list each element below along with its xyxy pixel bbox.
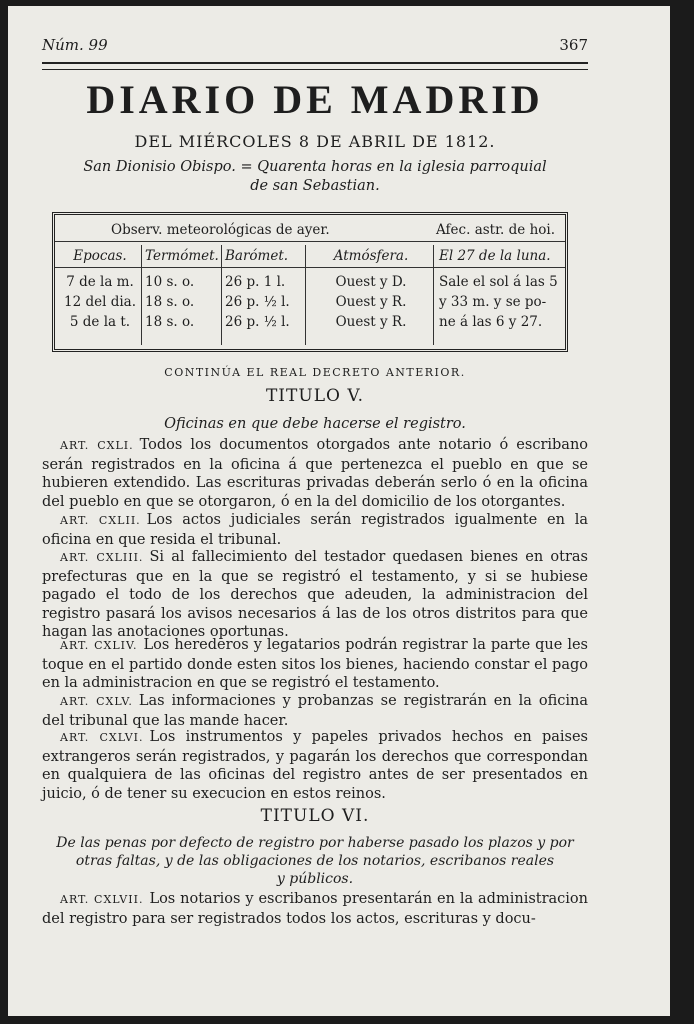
article-label: ART. CXLVI. (60, 731, 144, 744)
article-paragraph (42, 692, 588, 730)
article-label: ART. CXLV. (60, 695, 133, 708)
atmosfera-cell: Ouest y R. (335, 294, 407, 310)
article-label: ART. CXLIII. (60, 551, 144, 564)
epoca-cell: 5 de la t. (69, 314, 131, 330)
termometro-cell: 18 s. o. (145, 314, 195, 330)
weather-table (52, 212, 568, 352)
column-divider (221, 245, 222, 345)
issue-line (42, 36, 588, 58)
luna-cell: Sale el sol á las 5 (439, 274, 558, 290)
article-text: Los actos judiciales serán registrados igualmente en la oficina en que resida el tribunal. (42, 512, 588, 548)
titulo-subtitle: Oficinas en que debe hacerse el registro. (164, 416, 466, 432)
barometro-cell: 26 p. 1 l. (225, 274, 286, 290)
masthead-title: DIARIO DE MADRID (86, 77, 544, 122)
subtitle-line: otras faltas, y de las obligaciones de los notarios, escribanos reales (75, 853, 555, 869)
article-paragraph (42, 890, 588, 928)
table-row (55, 311, 565, 331)
article-paragraph (42, 436, 588, 511)
article-text: Todos los documentos otorgados ante notario ó escribano serán registrados en la oficina á que pertenezca el pueblo en que se hubieren extendido. Las escrituras privadas deberán serlo ó en la oficina del pueblo en que se otorgaron, ó en la del domicilio de los otorgantes. (42, 437, 589, 510)
titulo-subtitle (42, 834, 588, 888)
titulo-heading: TITULO VI. (260, 806, 370, 826)
article-label: ART. CXLIV. (60, 639, 138, 652)
article-text: Los herederos y legatarios podrán registrar la parte que les toque en el partido donde esten sitos los bienes, haciendo constar el pago en la administracion en que se registró el testamento. (42, 637, 588, 692)
table-row (55, 291, 565, 311)
subtitle-line: y públicos. (276, 871, 354, 887)
epoca-cell: 7 de la m. (66, 274, 134, 290)
epoca-cell: 12 del dia. (63, 294, 136, 310)
dateline: DEL MIÉRCOLES 8 DE ABRIL DE 1812. (134, 132, 496, 151)
saints-line-2: de san Sebastian. (250, 178, 380, 194)
column-divider (141, 245, 142, 345)
column-header: El 27 de la luna. (439, 248, 551, 264)
barometro-cell: 26 p. ½ l. (225, 294, 290, 310)
issue-number: Núm. 99 (42, 36, 108, 54)
article-paragraph (42, 548, 588, 642)
weather-column-headers (55, 245, 565, 268)
atmosfera-cell: Ouest y D. (335, 274, 407, 290)
article-text: Los instrumentos y papeles privados hechos en paises extrangeros serán registrados, y pagarán los derechos que correspondan en qualquiera de las oficinas del registro antes de ser presentados en juicio, ó de tener su execucion en estos reinos. (42, 729, 588, 802)
weather-title: Observ. meteorológicas de ayer. (111, 222, 330, 238)
termometro-cell: 10 s. o. (145, 274, 195, 290)
column-header: Atmósfera. (333, 248, 409, 264)
subtitle-line: De las penas por defecto de registro por haberse pasado los plazos y por (56, 835, 574, 851)
table-row (55, 271, 565, 291)
column-header: Termómet. (145, 248, 219, 264)
column-divider (433, 245, 434, 345)
weather-header (55, 219, 565, 242)
luna-cell: ne á las 6 y 27. (439, 314, 543, 330)
article-label: ART. CXLII. (60, 514, 141, 527)
article-text: Los notarios y escribanos presentarán en la administracion del registro para ser registrados todos los actos, escrituras y docu- (42, 891, 588, 927)
saints-line-1: San Dionisio Obispo. = Quarenta horas en la iglesia parroquial (83, 159, 547, 175)
article-text: Las informaciones y probanzas se registrarán en la oficina del tribunal que las mande hacer. (42, 693, 588, 729)
luna-cell: y 33 m. y se po- (439, 294, 547, 310)
titulo-heading: TITULO V. (265, 386, 365, 406)
page-number: 367 (559, 36, 588, 54)
barometro-cell: 26 p. ½ l. (225, 314, 290, 330)
article-label: ART. CXLI. (60, 439, 134, 452)
termometro-cell: 18 s. o. (145, 294, 195, 310)
column-header: Epocas. (73, 248, 127, 264)
column-header: Barómet. (225, 248, 289, 264)
article-label: ART. CXLVII. (60, 893, 144, 906)
header-rule (42, 62, 588, 70)
column-divider (305, 245, 306, 345)
article-paragraph (42, 728, 588, 803)
section-subhead: CONTINÚA EL REAL DECRETO ANTERIOR. (164, 366, 466, 379)
astro-title: Afec. astr. de hoi. (436, 222, 555, 238)
article-paragraph (42, 636, 588, 693)
article-paragraph (42, 511, 588, 549)
atmosfera-cell: Ouest y R. (335, 314, 407, 330)
newspaper-page (8, 6, 670, 1016)
article-text: Si al fallecimiento del testador quedasen bienes en otras prefecturas que en la que se registró el testamento, y si se hubiese pagado el todo de los derechos que adeuden, la administracion del registro pasará los avisos necesarios á las de los otros distritos para que hagan las anotaciones oportunas. (42, 549, 588, 641)
saints-notice (42, 158, 588, 196)
